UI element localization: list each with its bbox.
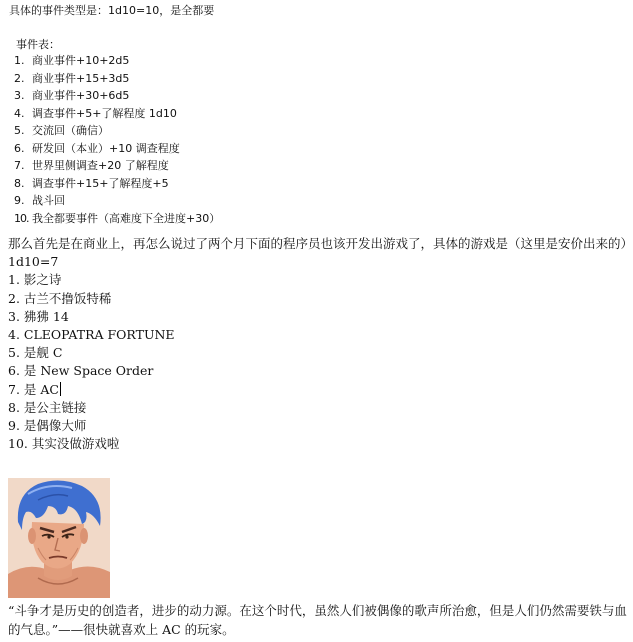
game-list-item-selected[interactable] — [8, 381, 630, 399]
event-item-number: 8. — [14, 176, 25, 190]
event-list-item — [14, 140, 220, 158]
event-list-item — [14, 70, 220, 88]
game-list-item: 1. 影之诗 — [8, 272, 62, 288]
event-list-item — [14, 210, 220, 228]
event-item-label: 交流回（确信） — [32, 124, 109, 137]
event-item-label: 战斗回 — [32, 194, 65, 207]
event-item-number: 5. — [14, 124, 25, 137]
event-item-number: 7. — [14, 159, 25, 172]
game-list-item: 10. 其实没做游戏啦 — [8, 436, 120, 452]
event-type-headline: 具体的事件类型是：1d10=10，是全都要 — [9, 4, 215, 17]
event-item-label: 调查事件+5+了解程度 1d10 — [32, 106, 177, 120]
event-list-item — [14, 105, 220, 123]
event-item-label: 商业事件+10+2d5 — [32, 54, 130, 67]
event-list-item — [14, 157, 220, 175]
story-paragraph: 那么首先是在商业上，再怎么说过了两个月下面的程序员也该开发出游戏了，具体的游戏是（这里是安价出来的） — [8, 236, 633, 251]
event-item-label: 商业事件+30+6d5 — [32, 89, 130, 102]
event-item-number: 2. — [14, 71, 25, 85]
event-item-number: 9. — [14, 194, 25, 207]
event-list-item — [14, 52, 220, 70]
game-list-item: 6. 是 New Space Order — [8, 363, 154, 379]
closing-quote: “斗争才是历史的创造者，进步的动力源。在这个时代，虽然人们被偶像的歌声所治愈，但是人们仍然需要铁与血的气息。”——很快就喜欢上 AC 的玩家。 — [8, 603, 627, 637]
event-list-item — [14, 175, 220, 193]
event-list — [14, 52, 220, 227]
game-list-item-label: 7. 是 AC — [8, 381, 59, 397]
game-list — [8, 271, 630, 453]
event-item-number: 10. — [14, 211, 29, 225]
character-portrait-image — [8, 478, 110, 598]
event-item-number: 4. — [14, 106, 25, 120]
game-list-item: 8. 是公主链接 — [8, 399, 87, 415]
text-cursor — [60, 382, 61, 396]
event-item-label: 我全都要事件（高难度下全进度+30） — [32, 211, 221, 225]
game-list-item: 5. 是舰 C — [8, 345, 63, 361]
event-item-label: 调查事件+15+了解程度+5 — [32, 176, 169, 190]
game-list-item: 2. 古兰不撸饭特稀 — [8, 290, 112, 306]
game-list-item: 3. 狒狒 14 — [8, 308, 69, 324]
event-info-section — [0, 0, 633, 230]
event-item-label: 商业事件+15+3d5 — [32, 71, 130, 85]
story-section — [8, 235, 633, 453]
event-item-number: 3. — [14, 89, 25, 102]
event-item-label: 世界里侧调查+20 了解程度 — [32, 159, 169, 172]
dice-roll-result: 1d10=7 — [8, 254, 59, 270]
event-list-item — [14, 122, 220, 140]
event-item-number: 6. — [14, 141, 25, 155]
event-item-number: 1. — [14, 54, 25, 67]
event-list-item — [14, 192, 220, 210]
game-list-item: 4. CLEOPATRA FORTUNE — [8, 326, 175, 342]
event-list-item — [14, 87, 220, 105]
event-table-title: 事件表： — [16, 38, 60, 51]
game-list-item: 9. 是偶像大师 — [8, 417, 87, 433]
event-item-label: 研发回（本业）+10 调查程度 — [32, 141, 180, 155]
